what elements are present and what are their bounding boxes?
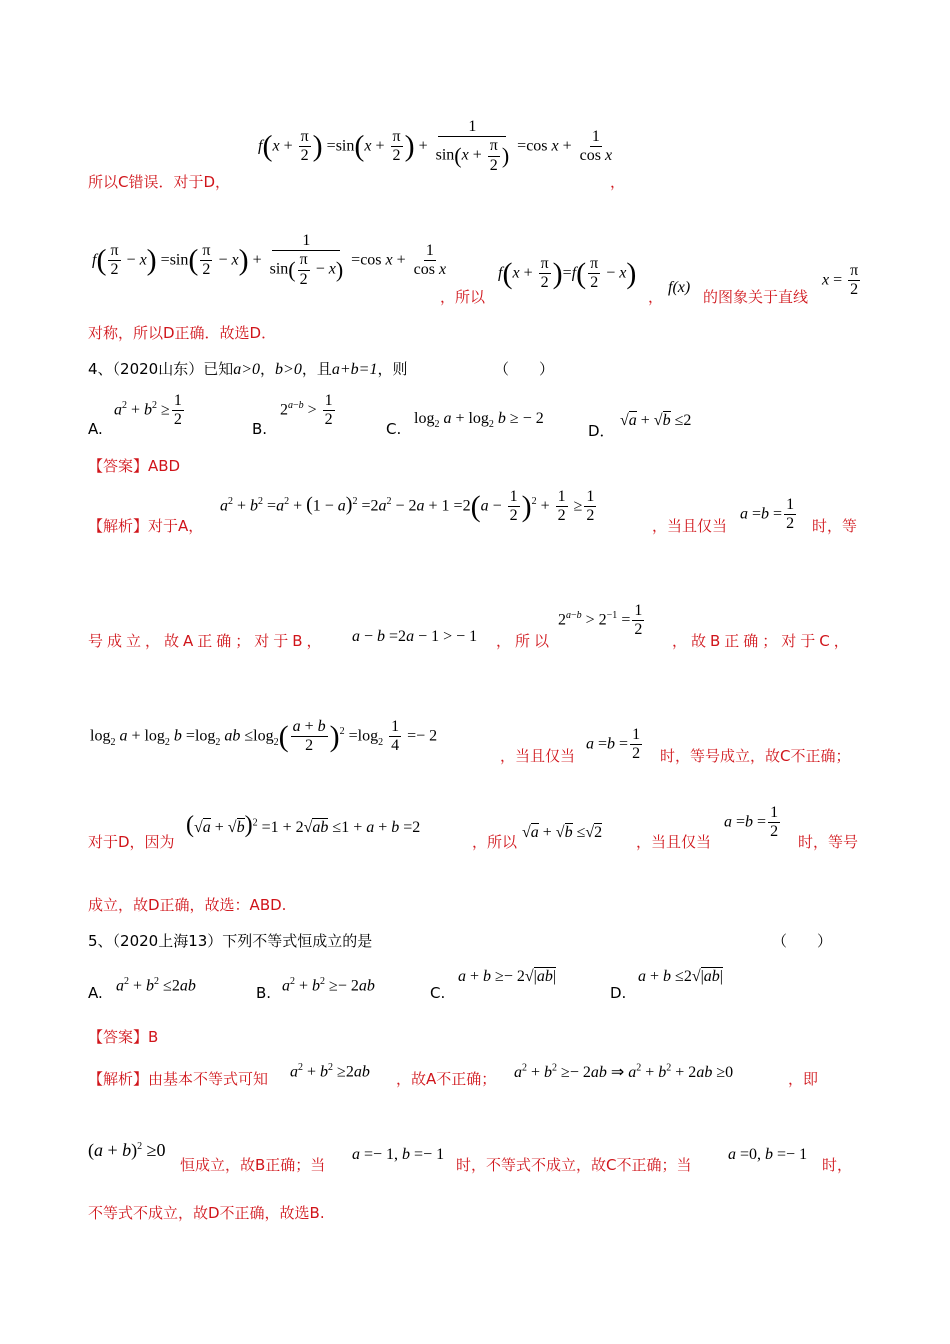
q4-source: （2020山东）已知 <box>112 360 234 378</box>
q4-option-d-label: D． <box>588 422 615 440</box>
q5-l1-a: 【解析】由基本不等式可知 <box>88 1070 269 1088</box>
q4-l2-eq2: $2^{a-b} > 2^{-1}$ = $\frac{1}{2}$ <box>558 602 643 639</box>
q5-l1-b: ，故A不正确； <box>396 1070 497 1088</box>
q5-option-c: a + b ≥− 2√|ab| <box>458 968 557 985</box>
q4-l3-post: 时，等号成立，故C不正确； <box>660 747 851 765</box>
q4-l3-eq: $\log_2 a + \log_2 b =\log_2$ ab $\le\log_2$( $\frac{a + b}{2}$ )$^2 =\log_2$ $\frac{1}{4}$ =− 2 <box>90 718 438 755</box>
equation-symmetry: f(x + $\frac{\pi}{2}$ )=f( $\frac{\pi}{2}$ − x) <box>498 255 637 292</box>
c-wrong-text: 所以C错误．对于D， <box>88 173 231 191</box>
q4-l4-mid2: ，当且仅当 <box>636 833 712 851</box>
q4-l4-mid: ，所以 <box>472 833 518 851</box>
q4-blank: （ ） <box>494 360 555 378</box>
q5-question: （2020上海13）下列不等式恒成立的是 <box>112 932 373 950</box>
q4-l4-eq: $(√a + √b)^2 =1 + 2√ab \le 1 + a + b =2$ <box>186 812 421 838</box>
comma-1: ， <box>610 173 626 191</box>
q4-l4-post: 时，等号 <box>798 833 859 851</box>
q4-l3-mid: ，当且仅当 <box>500 747 576 765</box>
q5-l2-c: 时， <box>822 1156 853 1174</box>
q4-l5: 成立，故D正确，故选：ABD. <box>88 896 287 914</box>
q5-option-b-label: B. <box>256 984 272 1002</box>
equation-c-shift: f(x + $\frac{\pi}{2}$ ) =sin(x + $\frac{\pi}{2}$ ) + 1 sin(x + $\frac{\pi}{2}$ ) =cos x + $\frac{1}{\text{cos x}}$ <box>258 118 613 174</box>
d-correct-text: 对称，所以D正确．故选D． <box>88 324 277 342</box>
q5-l2-a: 恒成立，故B正确；当 <box>180 1156 326 1174</box>
q4-l2-eq: a − b =2a − 1 > − 1 <box>352 628 478 645</box>
q5-option-c-label: C. <box>430 984 446 1002</box>
q4-option-b-label: B. <box>252 420 268 438</box>
q5-answer: 【答案】B <box>88 1028 159 1046</box>
q5-l1-eq: $a^2 + b^2 \ge 2ab$ <box>290 1062 370 1081</box>
q4-option-a: $a^2 + b^2$ ≥ $\frac{1}{2}$ <box>114 392 182 429</box>
comma-2: ， <box>648 288 664 306</box>
q5-blank: （ ） <box>772 932 833 950</box>
q4-answer: 【答案】ABD <box>88 457 181 475</box>
line-equation: x = $\frac{\pi}{2}$ <box>822 262 859 299</box>
q5-l1-eq2: $a^2 + b^2 \ge- 2ab$ ⇒ $a^2 + b^2 + 2ab \ge 0$ <box>514 1062 734 1081</box>
suoyi-text: ，所以 <box>440 288 486 306</box>
q5-l1-c: ，即 <box>788 1070 819 1088</box>
q5-option-d-label: D. <box>610 984 627 1002</box>
q4-l4-eq2: √a + √b ≤√2 <box>522 824 603 841</box>
equation-d-shift: f( $\frac{\pi}{2}$ − x) =sin( $\frac{\pi}{2}$ − x) + 1 sin( $\frac{\pi}{2}$ − x) =cos x + $\frac{1}{\text{cos x}}$ <box>92 232 447 288</box>
q5-l3: 不等式不成立，故D不正确，故选B. <box>88 1204 325 1222</box>
image-about-text: 的图象关于直线 <box>703 288 809 306</box>
q4-l1-mid: ，当且仅当 <box>652 517 728 535</box>
q4-option-c-label: C. <box>386 420 402 438</box>
q4-number: 4、 <box>88 360 113 378</box>
q5-l2-cond1: a =− 1, b =− 1 <box>352 1146 445 1163</box>
q4-option-a-label: A. <box>88 420 103 438</box>
q4-l2-b: ，所以 <box>496 632 554 650</box>
q5-number: 5、 <box>88 932 113 950</box>
q4-analysis-line1: 【解析】对于A， <box>88 517 204 535</box>
q4-l1-post: 时，等 <box>812 517 858 535</box>
q5-option-a-label: A. <box>88 984 103 1002</box>
q4-option-c: $\log_2 a + \log_2 b$ ≥ − 2 <box>414 410 544 431</box>
q5-l2-b: 时，不等式不成立，故C不正确；当 <box>456 1156 692 1174</box>
q4-option-d: √a + √b ≤2 <box>620 412 692 429</box>
q4-stem: 4、（2020山东）已知a>0，b>0，且a+b=1，则 <box>88 360 408 378</box>
q5-l2-eq: $(a + b)^2 \ge 0$ <box>88 1140 166 1160</box>
analysis-tag: 【解析】 <box>88 517 149 535</box>
q5-stem <box>88 930 372 951</box>
q5-option-b: $a^2 + b^2 \ge- 2ab$ <box>282 976 375 995</box>
q4-l3-cond: a =b = $\frac{1}{2}$ <box>586 726 641 763</box>
fx-symbol: f(x) <box>668 279 691 296</box>
q5-option-a: $a^2 + b^2 \le 2ab$ <box>116 976 196 995</box>
q4-l4-pre: 对于D，因为 <box>88 833 175 851</box>
q5-l2-cond2: a =0, b =− 1 <box>728 1146 808 1163</box>
q4-l4-cond: a =b = $\frac{1}{2}$ <box>724 804 779 841</box>
q4-eq-a: $a^2 + b^2 =a^2 + (1 - a)^2 =2a^2 - 2a + 1 =2(a$ − $\frac{1}{2}$ )$^2$ + $\frac{1}{2}$ ≥ $\frac{1}{2}$ <box>220 488 595 525</box>
q4-l1-cond: a =b = $\frac{1}{2}$ <box>740 496 795 533</box>
q4-l2-a: 号成立，故A正确；对于B， <box>88 632 326 650</box>
q4-l2-c: ，故B正确；对于C， <box>672 632 853 650</box>
q4-option-b: $2^{a-b}$ > $\frac{1}{2}$ <box>280 392 333 429</box>
q5-option-d: a + b ≤2√|ab| <box>638 968 723 985</box>
